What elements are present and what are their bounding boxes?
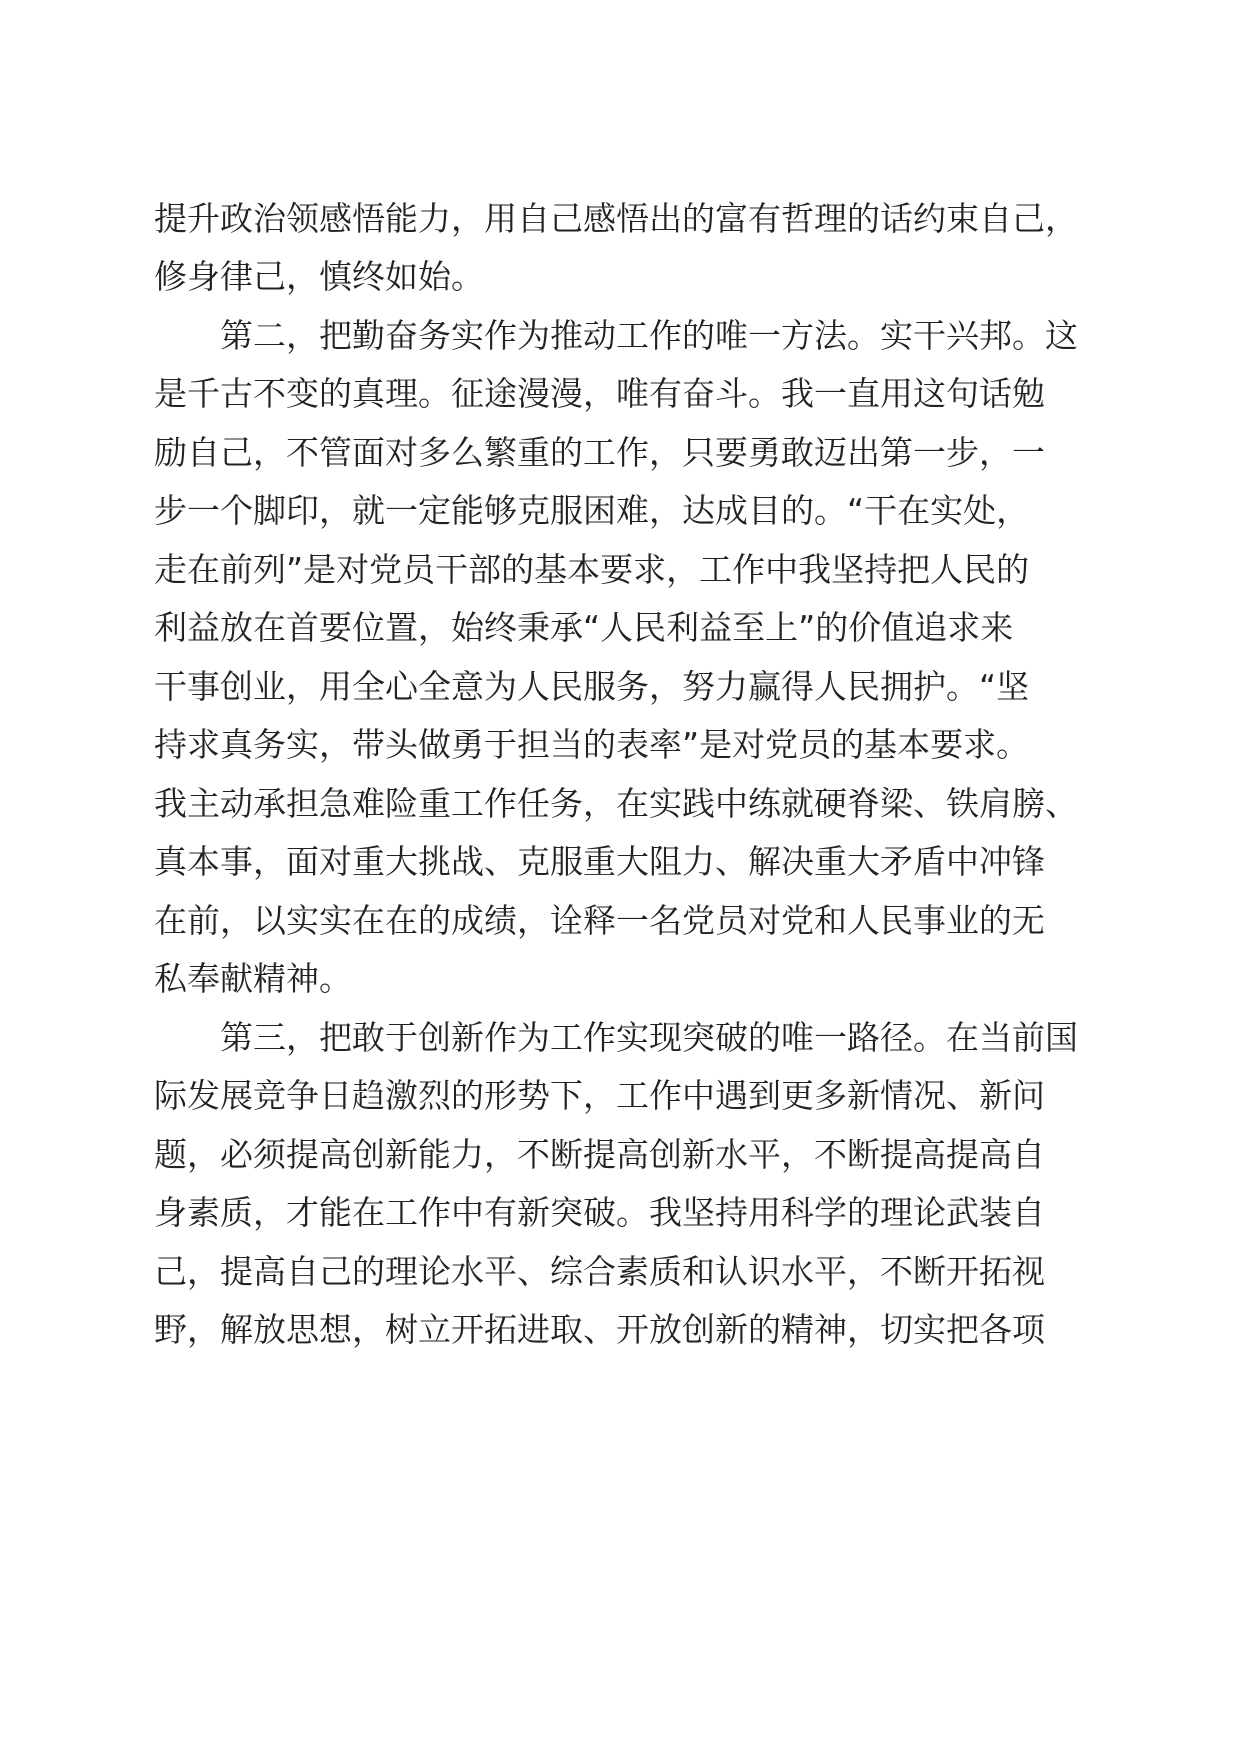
- text-line: 野，解放思想，树立开拓进取、开放创新的精神，切实把各项: [154, 1310, 1045, 1349]
- text-line: 修身律己，慎终如始。: [154, 257, 484, 296]
- text-line: 我主动承担急难险重工作任务，在实践中练就硬脊梁、铁肩膀、: [154, 784, 1078, 823]
- text-line: 干事创业，用全心全意为人民服务，努力赢得人民拥护。“坚: [154, 667, 1030, 706]
- text-line: 在前，以实实在在的成绩，诠释一名党员对党和人民事业的无: [154, 901, 1045, 940]
- paragraph-first-line: 第三，把敢于创新作为工作实现突破的唯一路径。在当前国: [154, 1018, 1078, 1057]
- text-line: 提升政治领感悟能力，用自己感悟出的富有哲理的话约束自己，: [154, 199, 1078, 238]
- text-line: 步一个脚印，就一定能够克服困难，达成目的。“干在实处，: [154, 491, 1030, 530]
- text-line: 己，提高自己的理论水平、综合素质和认识水平，不断开拓视: [154, 1252, 1045, 1291]
- paragraph-first-line: 第二，把勤奋务实作为推动工作的唯一方法。实干兴邦。这: [154, 316, 1078, 355]
- text-line: 真本事，面对重大挑战、克服重大阻力、解决重大矛盾中冲锋: [154, 842, 1045, 881]
- text-line: 走在前列”是对党员干部的基本要求，工作中我坚持把人民的: [154, 550, 1030, 589]
- text-line: 身素质，才能在工作中有新突破。我坚持用科学的理论武装自: [154, 1193, 1045, 1232]
- text-line: 题，必须提高创新能力，不断提高创新水平，不断提高提高自: [154, 1135, 1045, 1174]
- text-line: 际发展竞争日趋激烈的形势下，工作中遇到更多新情况、新问: [154, 1076, 1045, 1115]
- text-line: 是千古不变的真理。征途漫漫，唯有奋斗。我一直用这句话勉: [154, 374, 1045, 413]
- text-line: 持求真务实，带头做勇于担当的表率”是对党员的基本要求。: [154, 725, 1030, 764]
- text-line: 私奉献精神。: [154, 959, 352, 998]
- text-line: 利益放在首要位置，始终秉承“人民利益至上”的价值追求来: [154, 608, 1014, 647]
- text-line: 励自己，不管面对多么繁重的工作，只要勇敢迈出第一步，一: [154, 433, 1045, 472]
